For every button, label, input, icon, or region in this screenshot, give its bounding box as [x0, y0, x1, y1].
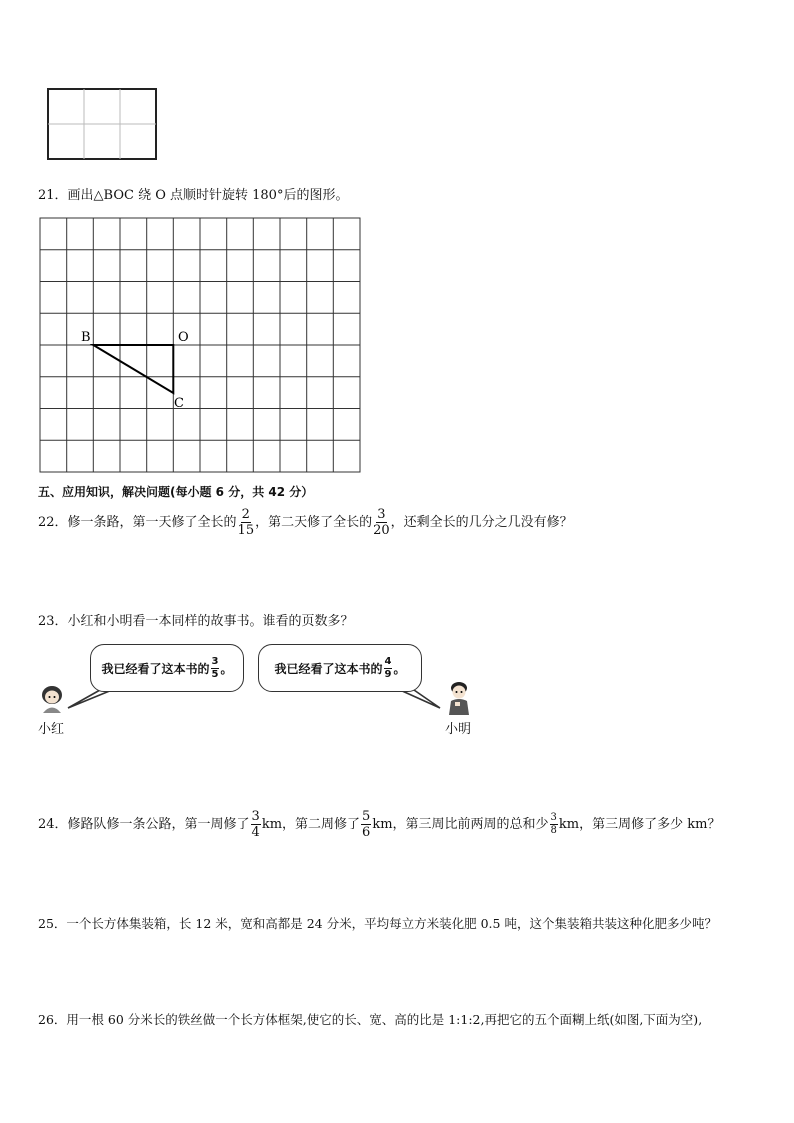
fraction-2-15 — [238, 508, 255, 537]
fraction-4-9 — [384, 657, 393, 680]
bubble-text: 我已经看了这本书的 — [274, 661, 383, 676]
q24-text-2: km，第二周修了 — [261, 817, 361, 832]
question-24 — [38, 808, 720, 842]
fraction-denominator: 9 — [384, 668, 392, 680]
xiaohong-avatar — [38, 684, 68, 714]
name-xiaohong: 小红 — [38, 722, 65, 737]
fraction-denominator: 6 — [362, 825, 371, 840]
q24-text-1: 24．修路队修一条公路，第一周修了 — [38, 817, 250, 832]
label-c: C — [174, 396, 184, 411]
small-grid-figure — [46, 87, 160, 163]
bubble-end: 。 — [393, 661, 406, 676]
question-26: 26．用一根 60 分米长的铁丝做一个长方体框架,使它的长、宽、高的比是 1:1:2,再把它的五个面糊上纸(如图,下面为空), — [38, 1012, 703, 1027]
fraction-denominator: 20 — [373, 523, 390, 538]
fraction-numerator: 5 — [362, 809, 371, 824]
fraction-3-4 — [251, 810, 261, 839]
q24-text-3: km，第三周比前两周的总和少 — [372, 817, 549, 832]
bubble-end: 。 — [220, 661, 233, 676]
label-o: O — [178, 330, 189, 345]
question-22 — [38, 508, 573, 538]
fraction-3-8 — [550, 813, 558, 836]
section-five-title: 五、应用知识，解决问题(每小题 6 分，共 42 分） — [38, 485, 314, 499]
q24-text-4: km，第三周修了多少 km？ — [558, 817, 721, 832]
fraction-5-6 — [361, 810, 371, 839]
xiaoming-avatar — [444, 680, 474, 716]
fraction-3-5 — [211, 657, 220, 680]
fraction-numerator: 3 — [251, 809, 260, 824]
question-25: 25．一个长方体集装箱，长 12 米，宽和高都是 24 分米，平均每立方米装化肥 0.5 吨，这个集装箱共装这种化肥多少吨？ — [38, 916, 717, 931]
q22-text-1: 22．修一条路，第一天修了全长的 — [38, 515, 237, 530]
name-xiaoming: 小明 — [445, 722, 472, 737]
fraction-denominator: 8 — [550, 825, 557, 836]
fraction-numerator: 4 — [384, 655, 392, 667]
fraction-numerator: 3 — [211, 655, 219, 667]
speech-bubble-xiaohong — [90, 644, 244, 692]
fraction-denominator: 15 — [237, 523, 255, 538]
bubble-text: 我已经看了这本书的 — [101, 661, 210, 676]
rotation-grid — [38, 217, 364, 475]
fraction-numerator: 3 — [550, 812, 557, 823]
q22-text-3: ，还剩全长的几分之几没有修？ — [390, 515, 573, 530]
label-b: B — [81, 330, 91, 345]
speech-bubble-xiaoming — [258, 644, 422, 692]
fraction-numerator: 2 — [241, 507, 250, 522]
fraction-numerator: 3 — [377, 507, 386, 522]
question-21: 21．画出△BOC 绕 O 点顺时针旋转 180°后的图形。 — [38, 188, 349, 203]
triangle-boc — [93, 345, 173, 393]
fraction-denominator: 5 — [211, 668, 219, 680]
fraction-3-20 — [373, 508, 390, 537]
fraction-denominator: 4 — [251, 825, 260, 840]
q22-text-2: ，第二天修了全长的 — [255, 515, 373, 530]
question-23: 23．小红和小明看一本同样的故事书。谁看的页数多？ — [38, 614, 354, 629]
